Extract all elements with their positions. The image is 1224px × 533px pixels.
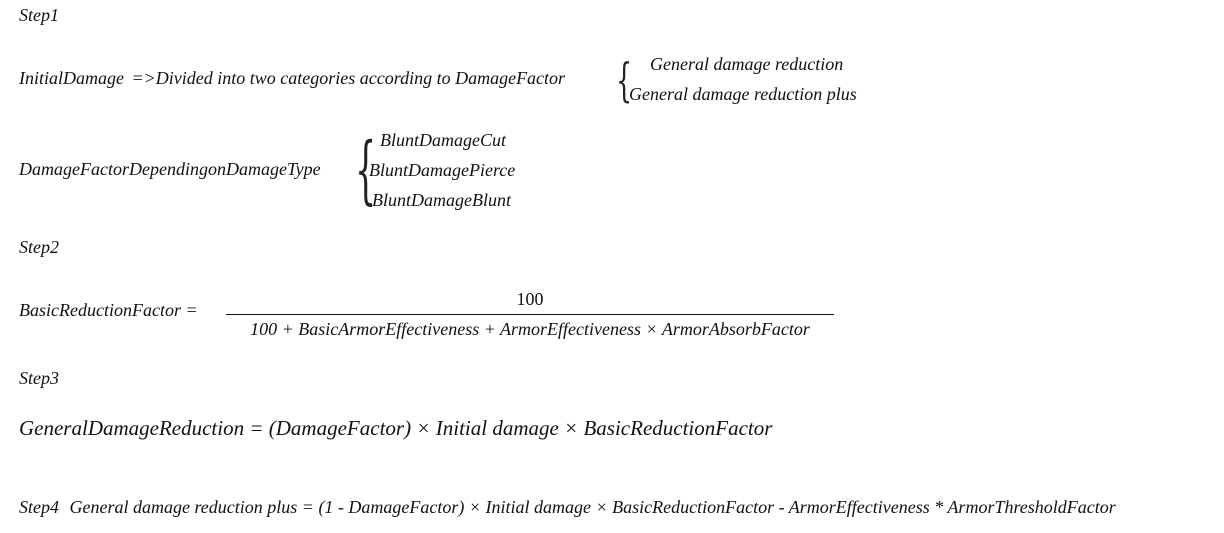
basic-reduction-fraction xyxy=(226,289,834,340)
step2-label: Step2 xyxy=(19,237,59,257)
general-damage-reduction-equation: GeneralDamageReduction = (DamageFactor) × Initial damage × BasicReductionFactor xyxy=(19,416,773,440)
fraction-numerator: 100 xyxy=(516,289,544,309)
step1-label: Step1 xyxy=(19,5,59,25)
initial-damage-lhs: InitialDamage xyxy=(19,68,124,88)
step4-equation-row xyxy=(19,498,1116,516)
general-damage-reduction-plus-equation: General damage reduction plus = (1 - DamageFactor) × Initial damage × BasicReductionFactor - ArmorEffectiveness * ArmorThresholdFactor xyxy=(69,497,1116,517)
step3-label: Step3 xyxy=(19,368,59,388)
damage-type-option: BluntDamageCut xyxy=(380,130,506,150)
damage-type-option: BluntDamagePierce xyxy=(369,160,516,180)
damage-type-option: BluntDamageBlunt xyxy=(372,190,511,210)
brace-icon-damage-types: { xyxy=(355,127,377,213)
category-option: General damage reduction plus xyxy=(629,84,857,104)
damage-factor-type-lhs: DamageFactorDependingonDamageType xyxy=(19,159,321,179)
category-option: General damage reduction xyxy=(650,54,844,74)
step4-label: Step4 xyxy=(19,497,59,517)
initial-damage-expression xyxy=(19,69,565,87)
brace-icon-categories: { xyxy=(616,53,633,107)
basic-reduction-lhs: BasicReductionFactor = xyxy=(19,300,198,320)
fraction-denominator: 100 + BasicArmorEffectiveness + ArmorEffectiveness × ArmorAbsorbFactor xyxy=(250,319,810,339)
initial-damage-text: =>Divided into two categories according to DamageFactor xyxy=(131,68,566,88)
